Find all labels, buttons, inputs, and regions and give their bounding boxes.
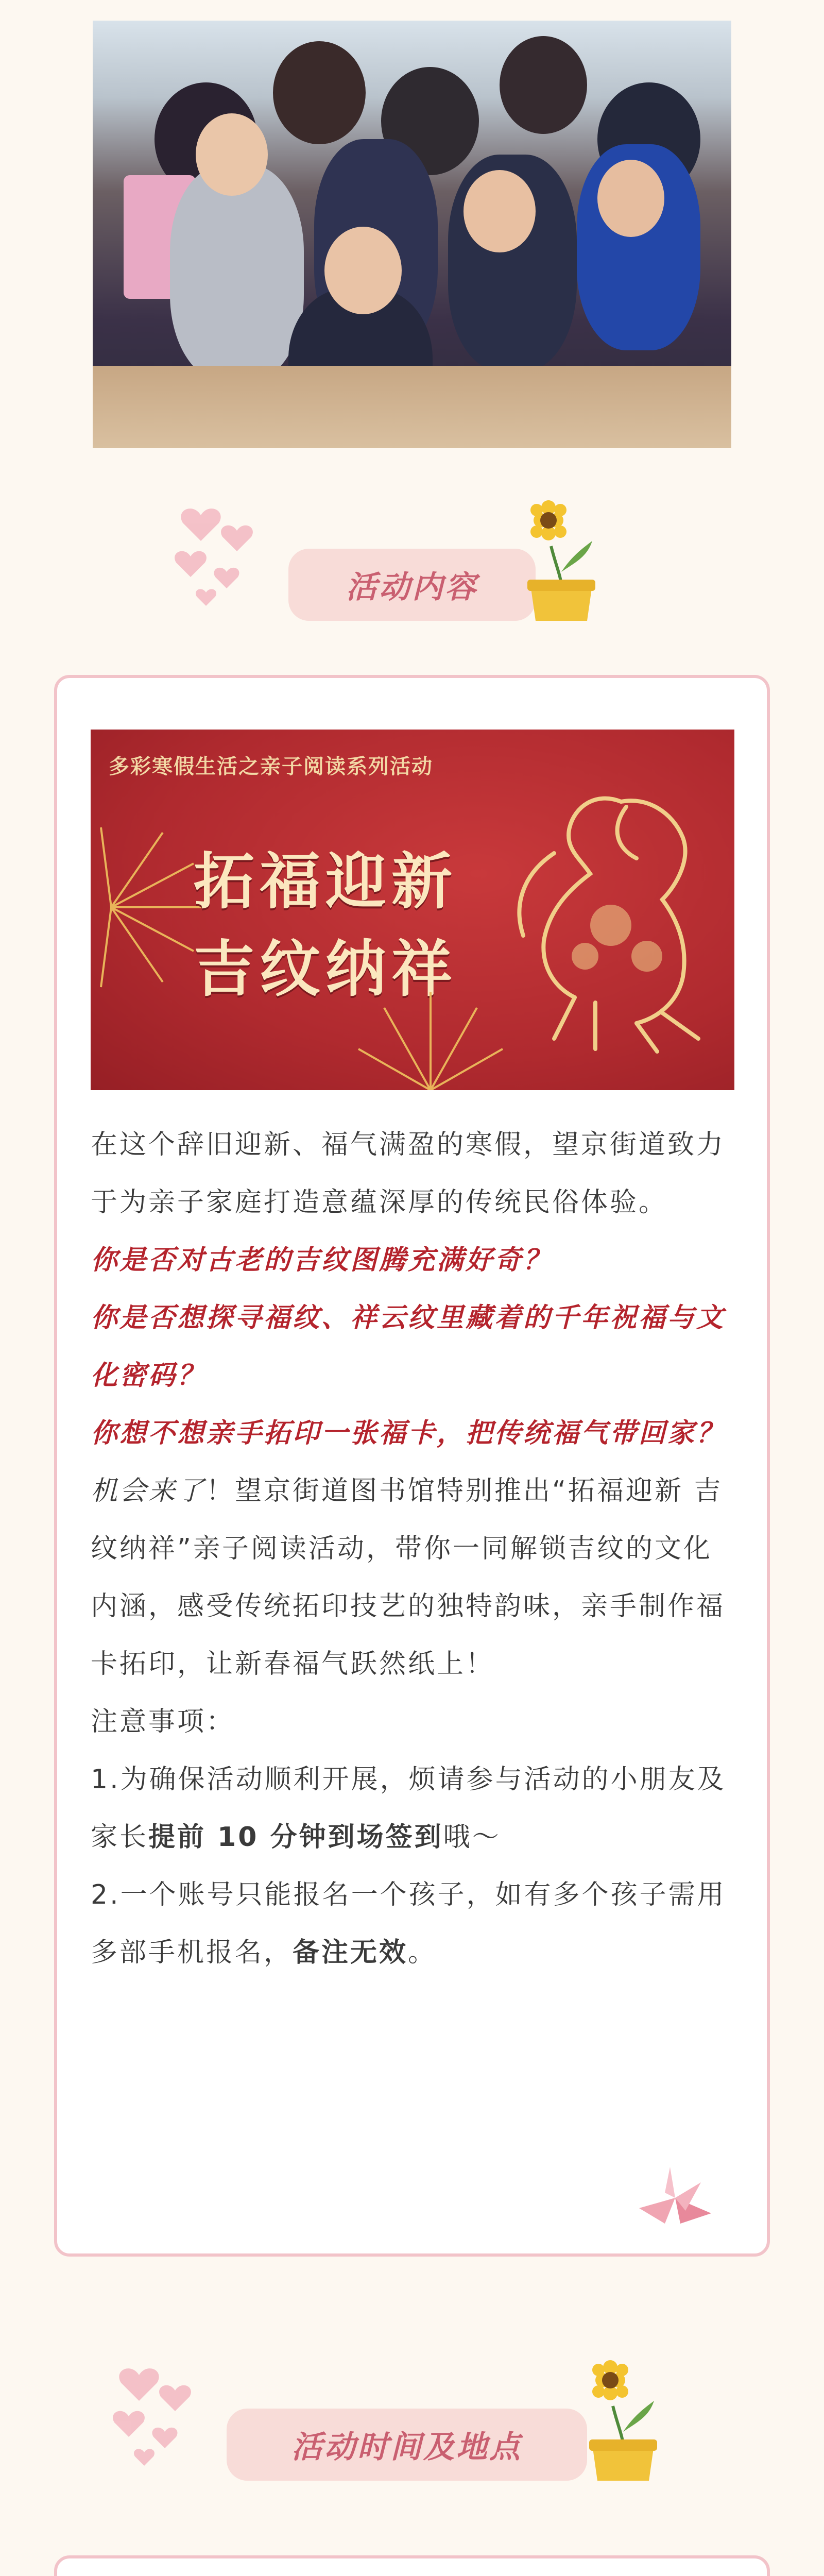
hearts-icon [170,495,273,613]
question-1: 你是否对古老的吉纹图腾充满好奇？ [91,1245,553,1276]
firework-icon [91,822,209,992]
activity-content-card [54,675,770,2257]
banner-subtitle: 多彩寒假生活之亲子阅读系列活动 [109,754,433,778]
section-header-content [0,489,824,613]
announcement-lead: 机会来了 [91,1476,207,1506]
announcement-paragraph [91,1462,740,1693]
notice-1 [91,1751,740,1866]
notice-1-emphasis: 提前 10 分钟到场签到 [148,1822,443,1853]
announcement-body: ！望京街道图书馆特别推出“拓福迎新 吉纹纳祥”亲子阅读活动，带你一同解锁吉纹的文化内涵，感受传统拓印技艺的独特韵味，亲手制作福卡拓印，让新春福气跃然纸上！ [91,1476,726,1680]
notice-title: 注意事项： [91,1706,235,1737]
golden-horse-icon [492,771,719,1059]
banner-title-line2: 吉纹纳祥 [194,933,458,1005]
children-reading-photo [93,21,731,448]
section-header-time-place [0,2349,824,2473]
hearts-icon [108,2354,211,2473]
notice-1-text: 1.为确保活动顺利开展，烦请参与活动的小朋友及家长 [91,1764,726,1853]
paper-crane-icon [634,2162,716,2229]
flower-pot-icon [572,2360,675,2483]
question-2: 你是否想探寻福纹、祥云纹里藏着的千年祝福与文化密码？ [91,1302,726,1391]
notice-2 [91,1866,740,1981]
time-place-card [54,2555,770,2576]
notice-2-end: 。 [408,1937,437,1968]
notice-2-text: 2.一个账号只能报名一个孩子，如有多个孩子需用多部手机报名， [91,1879,726,1968]
intro-paragraph: 在这个辞旧迎新、福气满盈的寒假，望京街道致力于为亲子家庭打造意蕴深厚的传统民俗体验。 [91,1129,726,1218]
section-title: 活动内容 [288,549,536,621]
event-banner [91,730,734,1090]
firework-icon [353,972,508,1090]
section-title: 活动时间及地点 [227,2409,587,2481]
notice-2-emphasis: 备注无效 [293,1937,408,1968]
flower-pot-icon [510,500,613,623]
banner-title-line1: 拓福迎新 [194,845,458,917]
question-3: 你想不想亲手拓印一张福卡，把传统福气带回家？ [91,1418,726,1449]
content-text [91,1116,740,1981]
notice-1-end: 哦～ [443,1822,501,1853]
